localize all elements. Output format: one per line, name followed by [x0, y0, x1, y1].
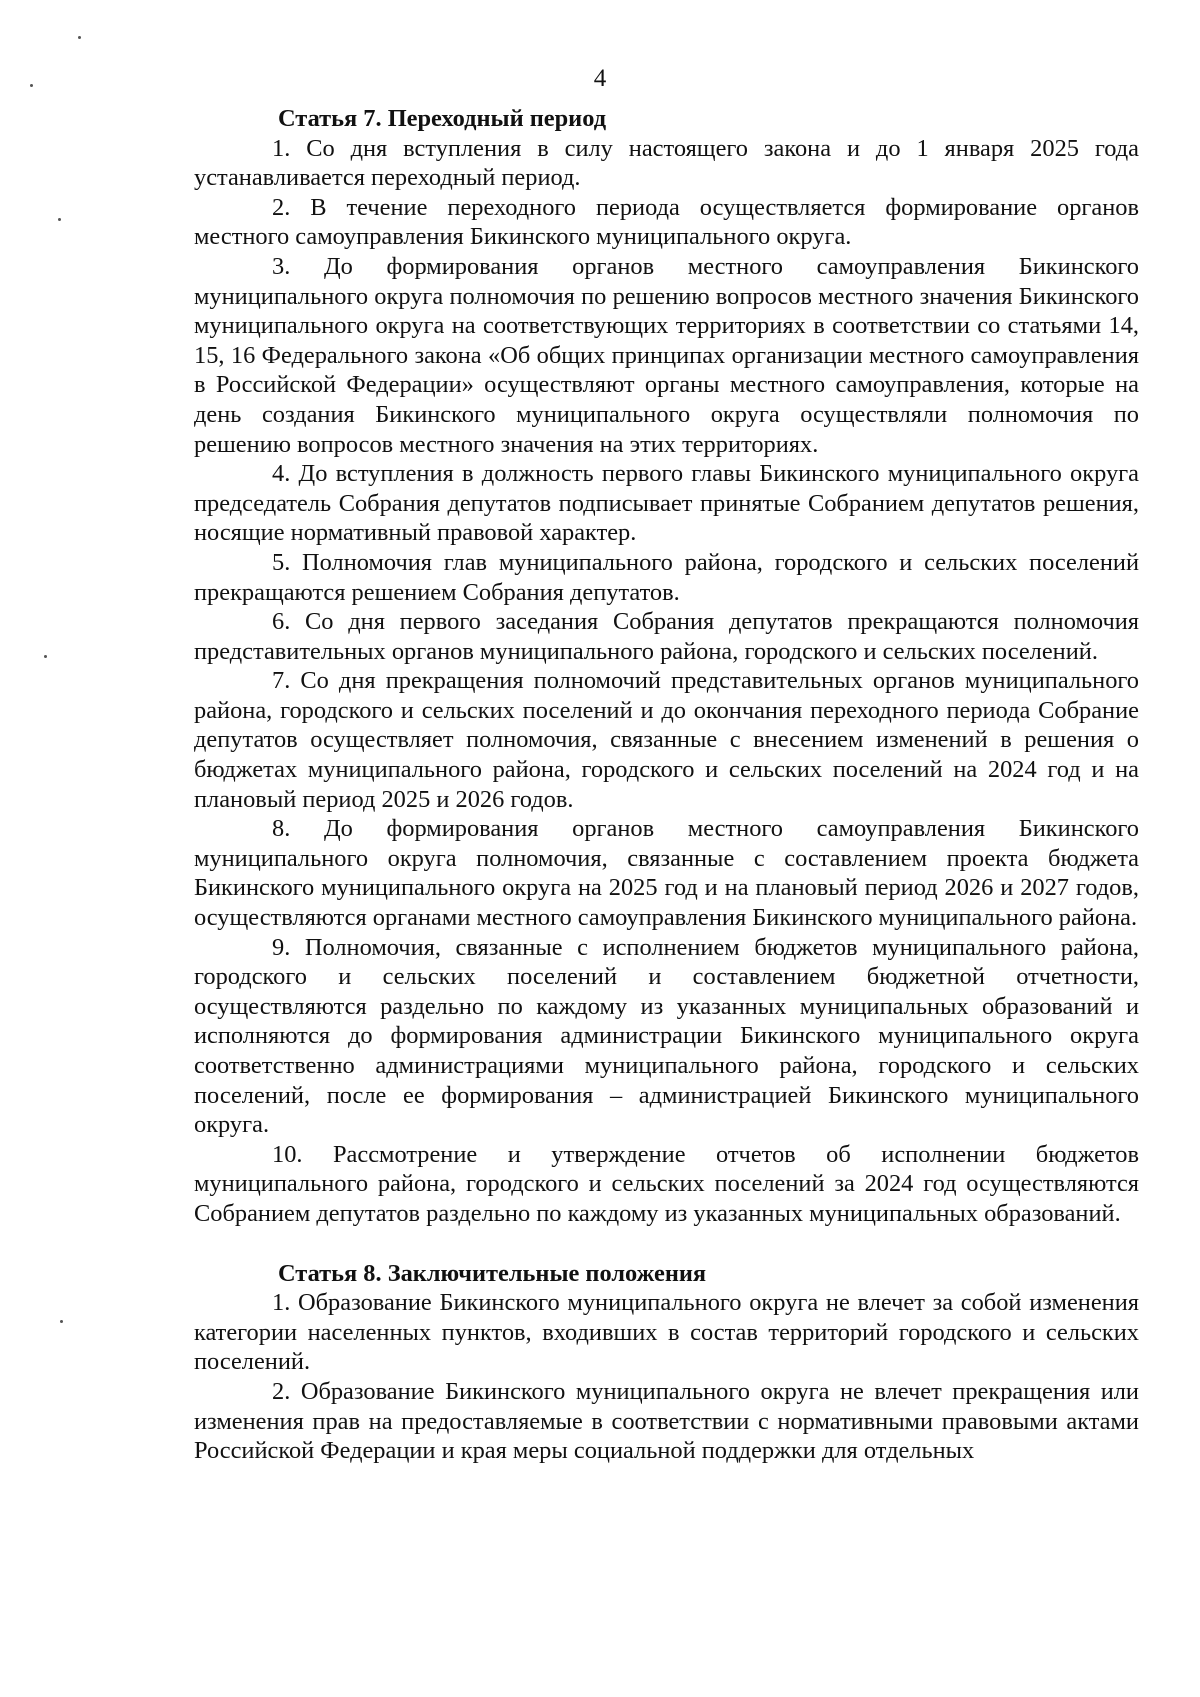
- scan-speck: [60, 1320, 63, 1323]
- scan-speck: [30, 84, 33, 87]
- scan-speck: [58, 218, 61, 221]
- article-7-paragraph-7: 7. Со дня прекращения полномочий представительных органов муниципального района, городского и сельских поселений и до окончания переходного периода Собрание депутатов осуществляет полномочия, связанные с внесением изменений в решения о бюджетах муниципального района, городского и сельских поселений на 2024 год и на плановый период 2025 и 2026 годов.: [194, 667, 1139, 813]
- article-7-paragraph-9: 9. Полномочия, связанные с исполнением бюджетов муниципального района, городского и сельских поселений и составлением бюджетной отчетности, осуществляются раздельно по каждому из указанных муниципальных образований и исполняются до формирования администрации Бикинского муниципального округа соответственно администрациями муниципального района, городского и сельских поселений, после ее формирования – администрацией Бикинского муниципального округа.: [194, 933, 1139, 1139]
- article-8-paragraph-2: 2. Образование Бикинского муниципального округа не влечет прекращения или изменения прав на предоставляемые в соответствии с нормативными правовыми актами Российской Федерации и края меры социальной поддержки для отдельных: [194, 1377, 1139, 1465]
- document-body: [194, 104, 1139, 1466]
- article-7-heading: Статья 7. Переходный период: [278, 105, 607, 132]
- article-7-paragraph-1: 1. Со дня вступления в силу настоящего закона и до 1 января 2025 года устанавливается переходный период.: [194, 134, 1139, 192]
- article-7-paragraph-6: 6. Со дня первого заседания Собрания депутатов прекращаются полномочия представительных органов муниципального района, городского и сельских поселений.: [194, 608, 1139, 665]
- article-7-paragraph-4: 4. До вступления в должность первого главы Бикинского муниципального округа председатель Собрания депутатов подписывает принятые Собранием депутатов решения, носящие нормативный правовой характер.: [194, 460, 1139, 547]
- scan-speck: [78, 36, 81, 39]
- article-8-heading: Статья 8. Заключительные положения: [278, 1259, 707, 1287]
- article-7-paragraph-3: 3. До формирования органов местного самоуправления Бикинского муниципального округа полномочия по решению вопросов местного значения Бикинского муниципального округа на соответствующих территориях в соответствии со статьями 14, 15, 16 Федерального закона «Об общих принципах организации местного самоуправления в Российской Федерации» осуществляют органы местного самоуправления, которые на день создания Бикинского муниципального округа осуществляли полномочия по решению вопросов местного значения на этих территориях.: [194, 252, 1139, 458]
- article-8-paragraph-1: 1. Образование Бикинского муниципального округа не влечет за собой изменения категории населенных пунктов, входивших в состав территорий городского и сельских поселений.: [194, 1289, 1139, 1376]
- article-7-paragraph-5: 5. Полномочия глав муниципального района, городского и сельских поселений прекращаются решением Собрания депутатов.: [194, 548, 1139, 606]
- scan-speck: [44, 655, 47, 658]
- article-7-paragraph-8: 8. До формирования органов местного самоуправления Бикинского муниципального округа полномочия, связанные с составлением проекта бюджета Бикинского муниципального округа на 2025 год и на плановый период 2026 и 2027 годов, осуществляются органами местного самоуправления Бикинского муниципального района.: [194, 815, 1139, 932]
- article-7-paragraph-2: 2. В течение переходного периода осуществляется формирование органов местного самоуправления Бикинского муниципального округа.: [194, 193, 1139, 251]
- page-number: 4: [593, 65, 607, 92]
- article-7-paragraph-10: 10. Рассмотрение и утверждение отчетов об исполнении бюджетов муниципального района, городского и сельских поселений за 2024 год осуществляются Собранием депутатов раздельно по каждому из указанных муниципальных образований.: [194, 1140, 1139, 1227]
